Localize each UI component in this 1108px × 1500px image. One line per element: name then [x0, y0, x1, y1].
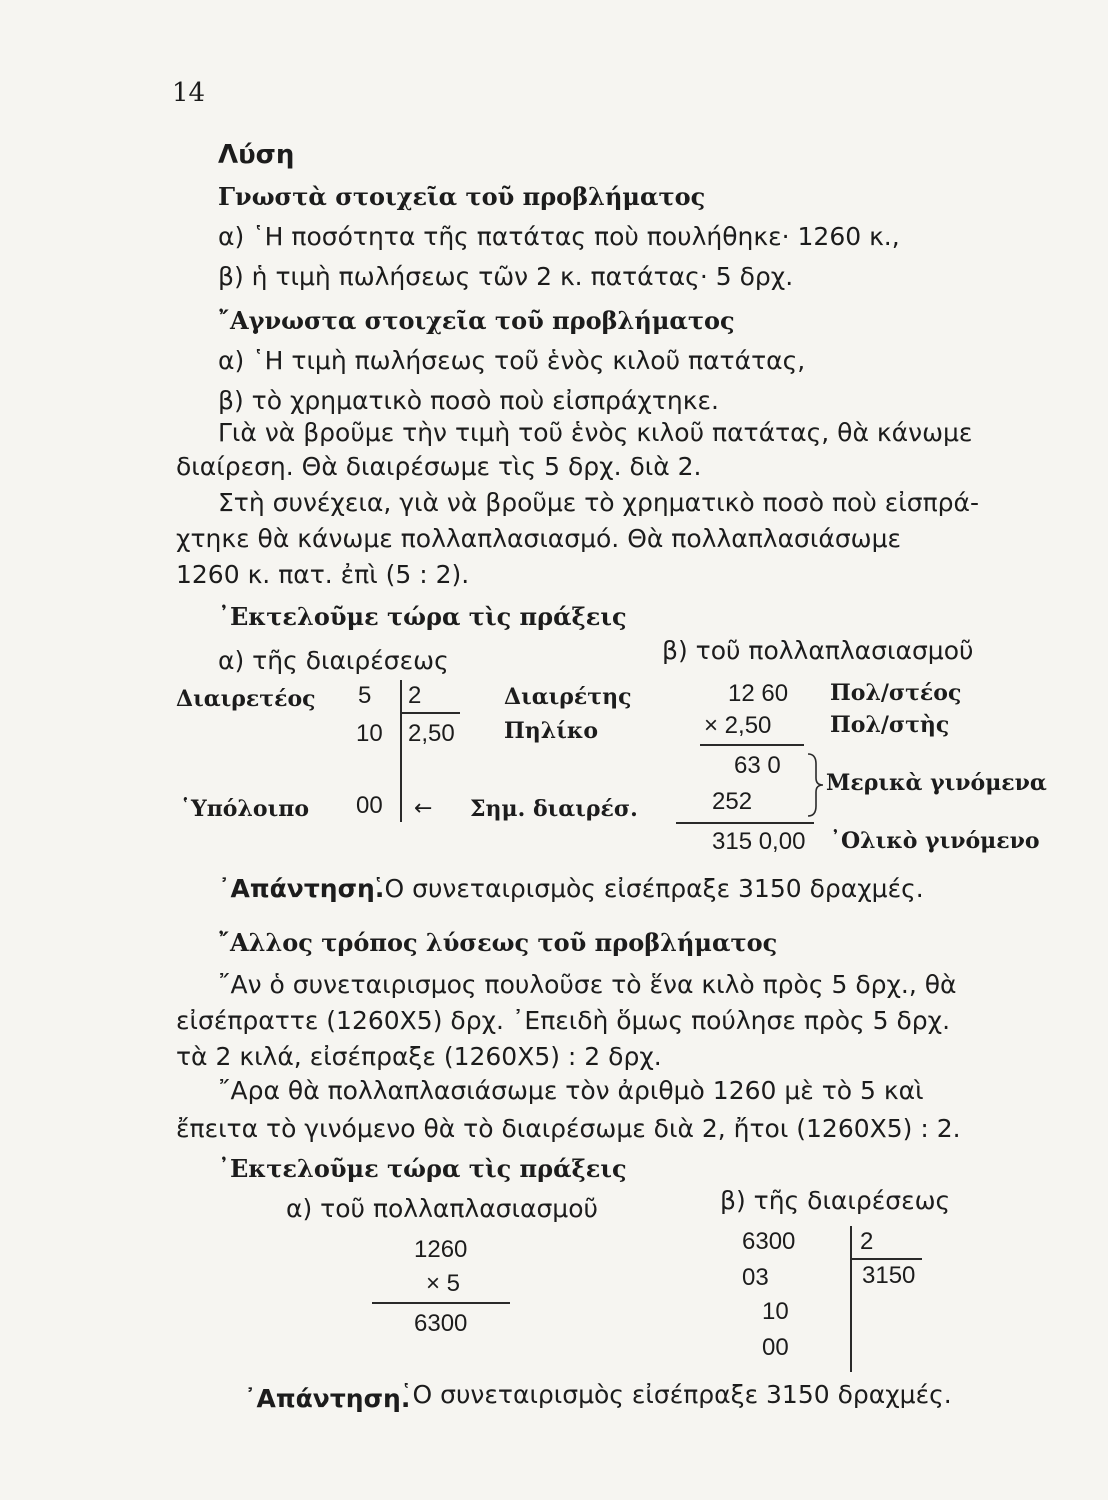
quotient-value: 2,50 — [408, 720, 455, 747]
operations-heading-2: ᾿Εκτελοῦμε τώρα τὶς πράξεις — [218, 1154, 627, 1183]
multiplicand-label: Πολ/στέος — [830, 680, 962, 706]
unknown-heading: ῎Αγνωστα στοιχεῖα τοῦ προβλήματος — [218, 306, 735, 335]
partial-product-1: 63 0 — [734, 752, 781, 779]
paragraph-1-line-2: διαίρεση. Θὰ διαιρέσωμε τὶς 5 δρχ. διὰ 2. — [176, 452, 702, 481]
divisor-label: Διαιρέτης — [504, 684, 632, 710]
arrow-left-icon: ← — [414, 796, 433, 821]
division-title-1: α) τῆς διαιρέσεως — [218, 646, 449, 675]
total-product: 315 0,00 — [712, 828, 806, 855]
page-number: 14 — [172, 78, 206, 108]
dividend-value: 5 — [358, 682, 372, 709]
remainder-label: ῾Υπόλοιπο — [180, 796, 310, 822]
alt-paragraph-1-line-3: τὰ 2 κιλά, εἰσέπραξε (1260Χ5) : 2 δρχ. — [176, 1042, 662, 1071]
divisor-value: 2 — [408, 682, 422, 709]
division-step-10: 10 — [356, 720, 383, 747]
multiplier-label: Πολ/στὴς — [830, 712, 950, 738]
alt-paragraph-2-line-2: ἔπειτα τὸ γινόμενο θὰ τὸ διαιρέσωμε διὰ 2, ἤτοι (1260Χ5) : 2. — [176, 1114, 961, 1143]
paragraph-2-line-1: Στὴ συνέχεια, γιὰ νὰ βροῦμε τὸ χρηματικὸ ποσὸ ποὺ εἰσπρά- — [218, 488, 979, 517]
operations-heading-1: ᾿Εκτελοῦμε τώρα τὶς πράξεις — [218, 602, 627, 631]
alt-paragraph-1-line-1: ῎Αν ὁ συνεταιρισμος πουλοῦσε τὸ ἕνα κιλὸ πρὸς 5 δρχ., θὰ — [218, 970, 957, 999]
known-item-b: β) ἡ τιμὴ πωλήσεως τῶν 2 κ. πατάτας· 5 δρχ. — [218, 262, 794, 291]
paragraph-2-line-3: 1260 κ. πατ. ἐπὶ (5 : 2). — [176, 560, 470, 589]
total-product-label: ᾿Ολικὸ γινόμενο — [830, 828, 1040, 854]
division-divisor: 2 — [860, 1228, 874, 1255]
multiplication-line-1 — [700, 744, 804, 746]
partial-products-label: Μερικὰ γινόμενα — [826, 770, 1047, 796]
division-vertical-line-2 — [850, 1226, 852, 1372]
known-item-a: α) ῾Η ποσότητα τῆς πατάτας ποὺ πουλήθηκε· 1260 κ., — [218, 222, 900, 251]
division-title-2: β) τῆς διαιρέσεως — [720, 1186, 951, 1215]
answer-text-1: ῾Ο συνεταιρισμὸς εἰσέπραξε 3150 δραχμές. — [372, 874, 924, 903]
remainder-value: 00 — [356, 792, 383, 819]
multiplication-line-3 — [372, 1302, 510, 1304]
answer-label-1: ᾿Απάντηση. — [218, 874, 385, 903]
quotient-label: Πηλίκο — [504, 718, 599, 744]
decimal-point-note: Σημ. διαιρέσ. — [470, 796, 638, 822]
answer-text-2: ῾Ο συνεταιρισμὸς εἰσέπραξε 3150 δραχμές. — [400, 1380, 952, 1409]
division-quotient: 3150 — [862, 1262, 916, 1289]
multiplication-title-1: β) τοῦ πολλαπλασιασμοῦ — [662, 636, 974, 665]
solution-heading: Λύση — [218, 140, 295, 170]
multiplier-value: × 2,50 — [704, 712, 772, 739]
division-step-2: 10 — [762, 1298, 789, 1325]
division-dividend: 6300 — [742, 1228, 796, 1255]
multiplication-title-2: α) τοῦ πολλαπλασιασμοῦ — [286, 1194, 598, 1223]
partial-product-2: 252 — [712, 788, 753, 815]
alternative-heading: ῎Αλλος τρόπος λύσεως τοῦ προβλήματος — [218, 928, 778, 957]
unknown-item-b: β) τὸ χρηματικὸ ποσὸ ποὺ εἰσπράχτηκε. — [218, 386, 719, 415]
dividend-label: Διαιρετέος — [176, 686, 316, 712]
known-heading: Γνωστὰ στοιχεῖα τοῦ προβλήματος — [218, 182, 706, 211]
division-horizontal-line-1 — [400, 712, 460, 714]
multiplication-top-value: 1260 — [414, 1236, 468, 1263]
paragraph-2-line-2: χτηκε θὰ κάνωμε πολλαπλασιασμό. Θὰ πολλαπλασιάσωμε — [176, 524, 902, 553]
division-step-1: 03 — [742, 1264, 769, 1291]
multiplication-result: 6300 — [414, 1310, 468, 1337]
division-vertical-line-1 — [400, 680, 402, 822]
alt-paragraph-2-line-1: ῎Αρα θὰ πολλαπλασιάσωμε τὸν ἀριθμὸ 1260 μὲ τὸ 5 καὶ — [218, 1076, 924, 1105]
alt-paragraph-1-line-2: εἰσέπραττε (1260Χ5) δρχ. ᾿Επειδὴ ὅμως πούλησε πρὸς 5 δρχ. — [176, 1006, 951, 1035]
division-step-3: 00 — [762, 1334, 789, 1361]
right-brace-icon — [804, 752, 826, 818]
multiplication-multiplier: × 5 — [426, 1270, 461, 1297]
answer-label-2: ᾿Απάντηση. — [244, 1384, 411, 1413]
division-horizontal-line-2 — [850, 1258, 922, 1260]
multiplication-line-2 — [676, 822, 814, 824]
paragraph-1-line-1: Γιὰ νὰ βροῦμε τὴν τιμὴ τοῦ ἑνὸς κιλοῦ πατάτας, θὰ κάνωμε — [218, 418, 973, 447]
multiplicand-value: 12 60 — [728, 680, 789, 707]
unknown-item-a: α) ῾Η τιμὴ πωλήσεως τοῦ ἑνὸς κιλοῦ πατάτας, — [218, 346, 806, 375]
